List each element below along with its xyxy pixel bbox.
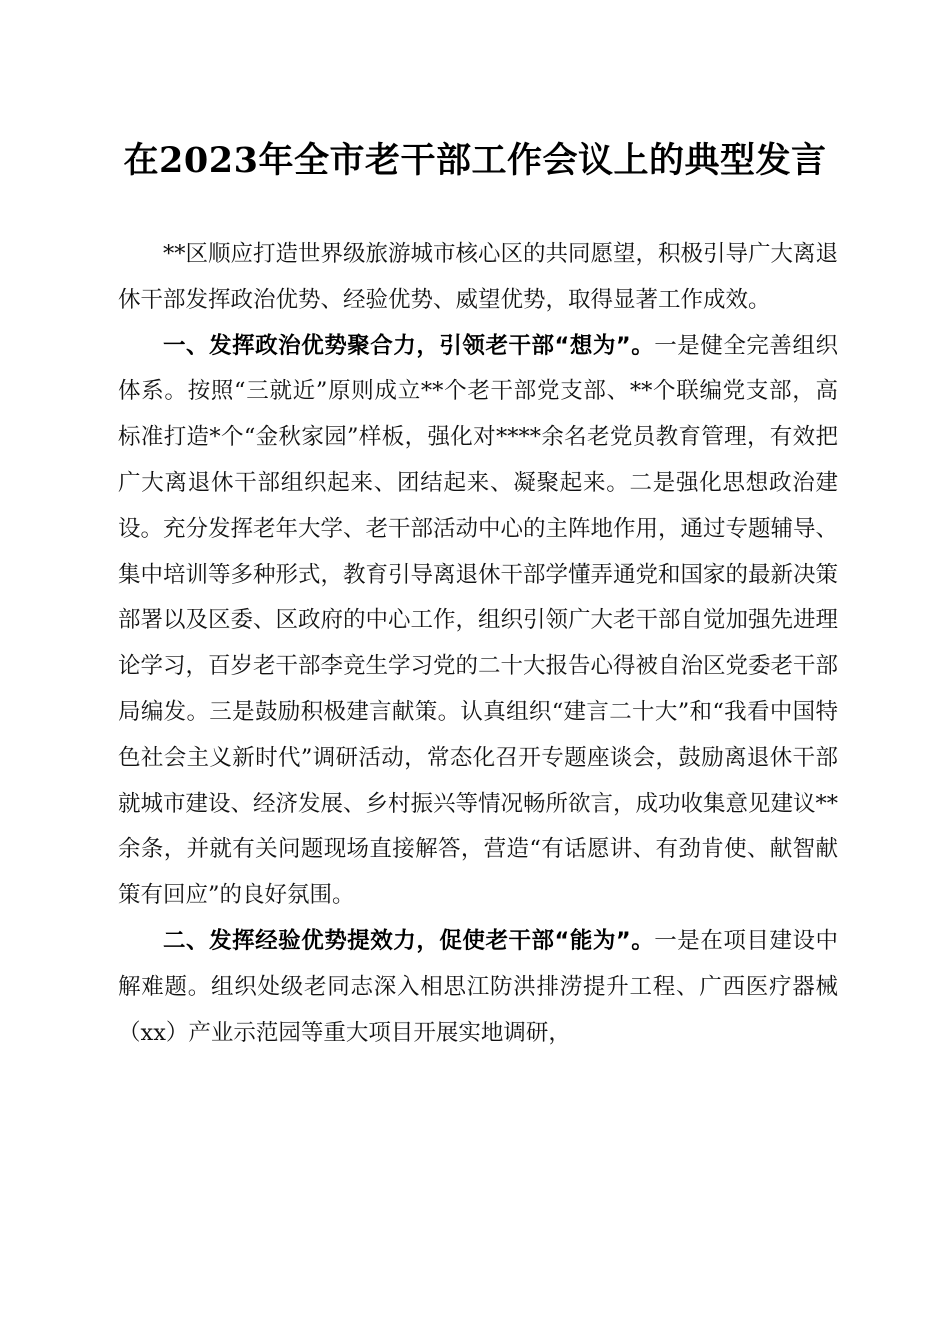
- document-title: 在2023年全市老干部工作会议上的典型发言: [123, 140, 827, 181]
- document-body: [118, 232, 838, 1056]
- section-1-text: 一是健全完善组织体系。按照“三就近”原则成立**个老干部党支部、**个联编党支部，高标准打造*个“金秋家园”样板，强化对****余名老党员教育管理，有效把广大离退休干部组织起来、团结起来、凝聚起来。二是强化思想政治建设。充分发挥老年大学、老干部活动中心的主阵地作用，通过专题辅导、集中培训等多种形式，教育引导离退休干部学懂弄通党和国家的最新决策部署以及区委、区政府的中心工作，组织引领广大老干部自觉加强先进理论学习，百岁老干部李竞生学习党的二十大报告心得被自治区党委老干部局编发。三是鼓励积极建言献策。认真组织“建言二十大”和“我看中国特色社会主义新时代”调研活动，常态化召开专题座谈会，鼓励离退休干部就城市建设、经济发展、乡村振兴等情况畅所欲言，成功收集意见建议**余条，并就有关问题现场直接解答，营造“有话愿讲、有劲肯使、献智献策有回应”的良好氛围。: [118, 332, 839, 909]
- paragraph-section-2: [118, 919, 838, 1056]
- paragraph-intro: [118, 232, 838, 324]
- section-2-heading: 二、发挥经验优势提效力，促使老干部“能为”。: [163, 927, 655, 954]
- paragraph-section-1: [118, 324, 838, 919]
- paragraph-intro-text: **区顺应打造世界级旅游城市核心区的共同愿望，积极引导广大离退休干部发挥政治优势、经验优势、威望优势，取得显著工作成效。: [118, 241, 839, 313]
- section-1-heading: 一、发挥政治优势聚合力，引领老干部“想为”。: [163, 332, 655, 359]
- section-2-text: 一是在项目建设中解难题。组织处级老同志深入相思江防洪排涝提升工程、广西医疗器械（xx）产业示范园等重大项目开展实地调研，: [118, 927, 838, 1046]
